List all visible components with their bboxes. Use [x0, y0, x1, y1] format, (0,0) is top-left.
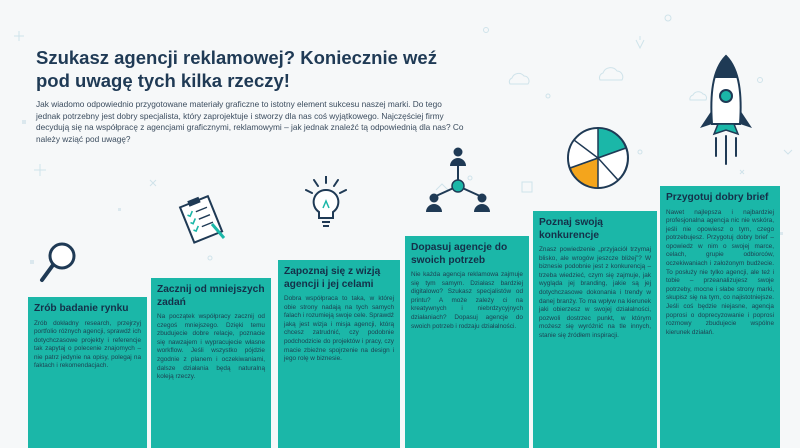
network-people-icon: [424, 146, 494, 218]
title-line-1: Szukasz agencji reklamowej? Koniecznie weź: [36, 47, 437, 68]
step-agency-vision: [278, 260, 400, 448]
intro-paragraph: Jak wiadomo odpowiednio przygotowane materiały graficzne to istotny element sukcesu naszej marki. Do tego jednak potrzebny jest dobry specjalista, który zaprojektuje i stworzy dla nas coś wyjątkowego. Najczęściej firmy decydują się na współpracę z agencjami graficznymi, reklamowymi – jak jednak znaleźć tą odpowiednią dla nas? Co należy wziąć pod uwagę?: [36, 99, 464, 144]
step-heading: Zacznij od mniejszych zadań: [157, 284, 265, 308]
pie-chart-icon: [564, 124, 632, 192]
step-small-tasks: [151, 278, 271, 448]
step-match-needs: [405, 236, 529, 448]
step-heading: Dopasuj agencje do swoich potrzeb: [411, 242, 508, 266]
step-body: Dobra współpraca to taka, w której obie strony nadają na tych samych falach i rozumieją swoje cele. Sprawdź jaką jest wizja i misja agencji, którą chcesz zatrudnić, czy podobnie podchodzicie do projektów i pracy, czy macie zbieżne spojrzenie na design i jego rolę w biznesie.: [284, 295, 394, 363]
step-body: Znasz powiedzenie „przyjaciół trzymaj blisko, ale wrogów jeszcze bliżej”? W biznesie podobnie jest z konkurencją – trzeba wiedzieć, czym się zajmuje, jak wygląda jej branding, jakie są jej dotychczasowe dokonania i trendy w danej branży. To ma wpływ na kierunek jaki obierzesz w swojej działalności, pozwoli dostrzec punkt, w którym możesz się wyróżnić na tle innych, stanie się źródłem inspiracji.: [539, 246, 651, 339]
step-good-brief: [660, 186, 780, 448]
rocket-icon: [688, 52, 764, 170]
clipboard-checklist-icon: [176, 194, 228, 244]
step-body: Zrób dokładny research, przejrzyj portfolio różnych agencji, sprawdź ich dotychczasowe projekty i referencje tak zapytaj o polecenie znajomych – nie patrz jedynie na opisy, polegaj na faktach i rekomendacjach.: [34, 319, 141, 370]
lightbulb-icon: [296, 176, 356, 232]
page-title: [36, 46, 456, 92]
step-body: Na początek współpracy zacznij od czegoś mniejszego. Dzięki temu zbudujecie dobre relacje, poznacie się nawzajem i wypracujecie własne workflow. Jeśli wszystko pójdzie zgodnie z planem i oczekiwaniami, dalsze działania będą naturalną koleją rzeczy.: [157, 313, 265, 381]
step-body: Nawet najlepsza i najbardziej profesjonalna agencja nic nie wskóra, jeśli nie opowiesz o tym, czego potrzebujesz. Przygotuj dobry brief – opowiedz w nim o swojej marce, celach, grupie odbiorców, oczekiwaniach i założonym budżecie. To posłuży nie tylko agencji, ale też i tobie – przeanalizujesz swoje potrzeby, mocne i słabe strony marki, skupisz się na tym, co najistotniejsze. Jeśli coś będzie niejasne, agencja poprosi o doprecyzowanie i poprosi rozmowy zbudujecie wspólne kierunek działań.: [666, 208, 774, 336]
step-heading: Zapoznaj się z wizją agencji i jej celami: [284, 266, 381, 290]
title-line-2: pod uwagę tych kilka rzeczy!: [36, 70, 290, 91]
step-heading: Przygotuj dobry brief: [666, 192, 769, 203]
step-heading: Zrób badanie rynku: [34, 303, 129, 314]
step-body: Nie każda agencja reklamowa zajmuje się tym samym. Działasz bardziej digitalowo? Szukasz specjalistów od printu? A może zależy ci na kreatywnych i niebrdzycyjnych działaniach? Dopasuj agencje do swoich potrzeb i rodzaju działalności.: [411, 271, 523, 330]
step-market-research: [28, 297, 147, 448]
magnifier-icon: [38, 240, 80, 288]
step-know-competition: [533, 211, 657, 448]
step-heading: Poznaj swoją konkurencje: [539, 217, 603, 241]
